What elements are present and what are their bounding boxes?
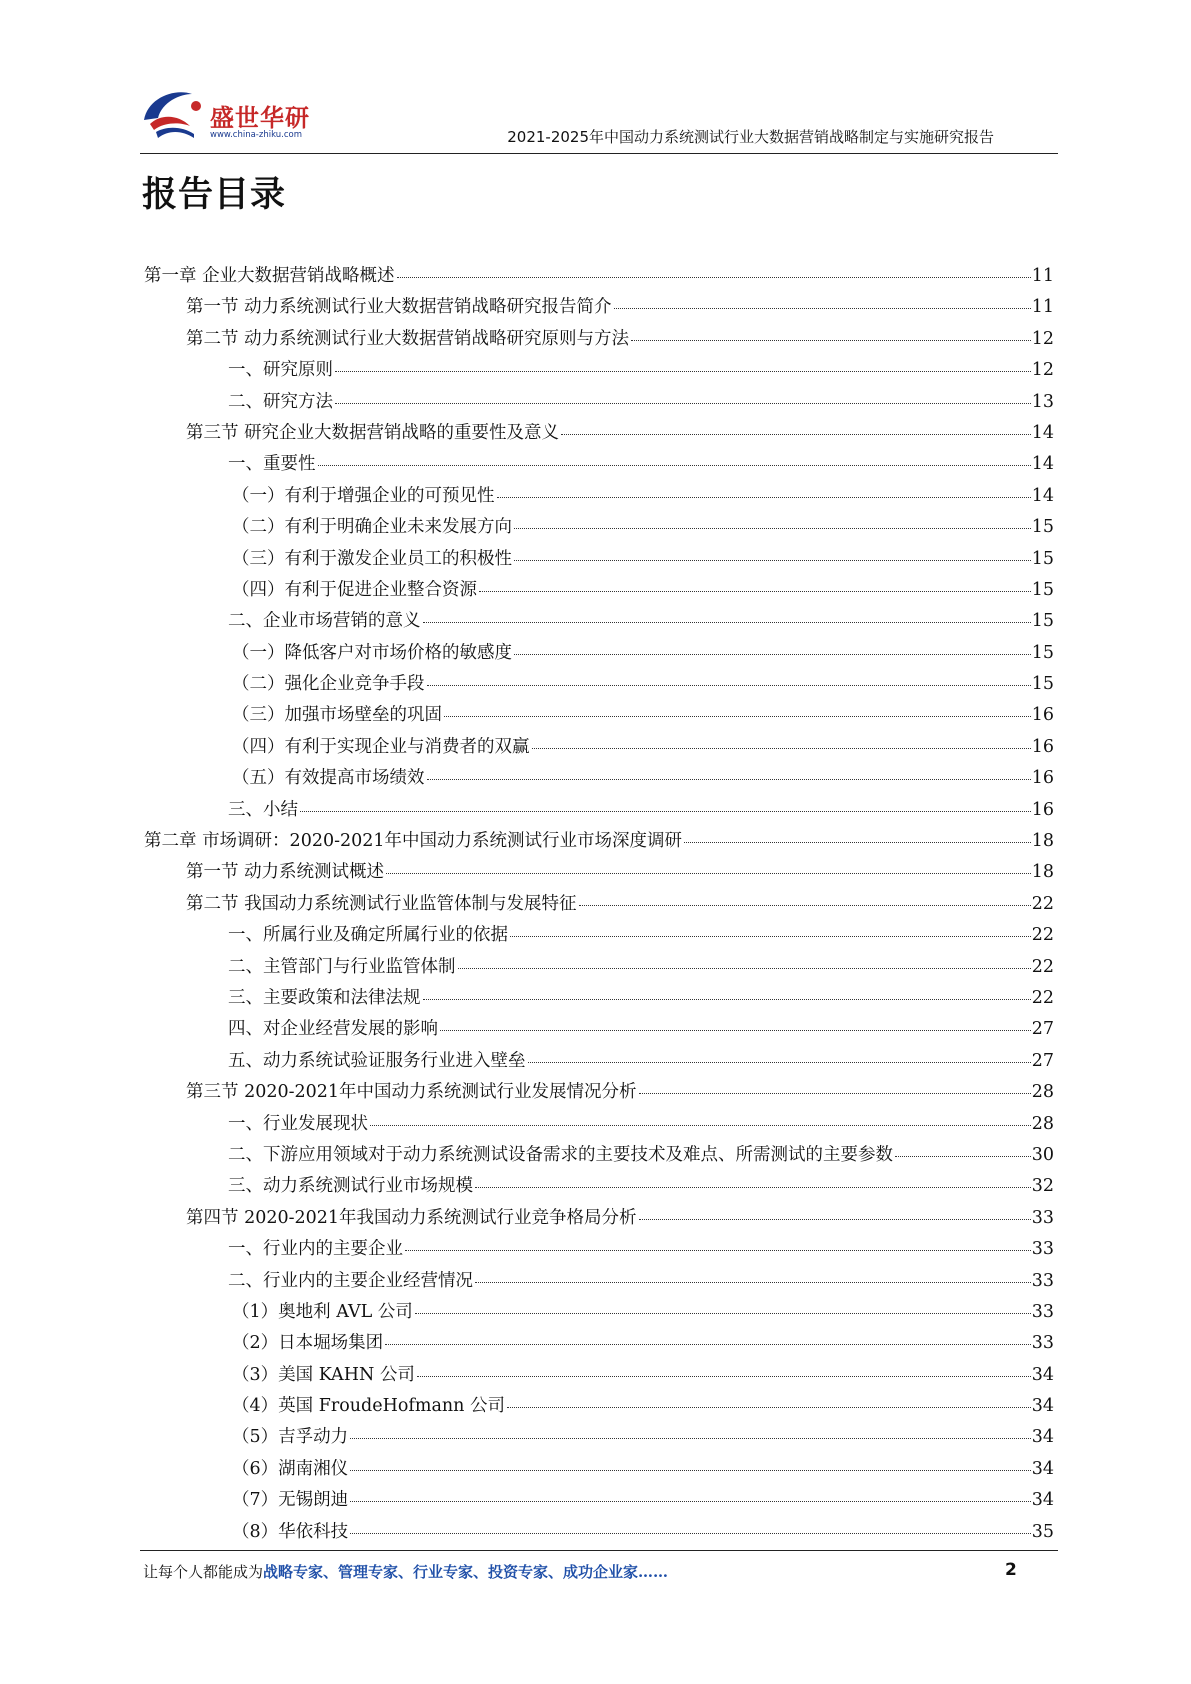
toc-entry-title: 二、主管部门与行业监管体制	[228, 956, 456, 977]
toc-entry[interactable]	[144, 858, 1054, 889]
toc-entry-page: 33	[1031, 1301, 1054, 1322]
toc-leader-dots	[532, 748, 1031, 749]
toc-entry[interactable]	[144, 1078, 1054, 1109]
toc-entry[interactable]	[144, 921, 1054, 952]
footer-slogan-highlight: 战略专家、管理专家、行业专家、投资专家、成功企业家……	[263, 1563, 669, 1581]
toc-entry-title: 一、行业发展现状	[228, 1113, 368, 1134]
toc-entry[interactable]	[144, 1015, 1054, 1046]
toc-entry-page: 16	[1031, 736, 1054, 757]
toc-entry-title: （3）美国 KAHN 公司	[232, 1364, 415, 1385]
toc-entry[interactable]	[144, 984, 1054, 1015]
toc-entry-title: （二）有利于明确企业未来发展方向	[232, 517, 512, 538]
toc-entry-title: （三）有利于激发企业员工的积极性	[232, 548, 512, 569]
logo-url: www.china-zhiku.com	[210, 130, 302, 140]
toc-leader-dots	[444, 716, 1031, 717]
toc-entry[interactable]	[144, 356, 1054, 387]
toc-leader-dots	[350, 1501, 1031, 1502]
toc-entry-page: 27	[1031, 1050, 1054, 1071]
toc-leader-dots	[475, 1282, 1031, 1283]
toc-leader-dots	[507, 1407, 1031, 1408]
toc-entry[interactable]	[144, 670, 1054, 701]
toc-entry[interactable]	[144, 1329, 1054, 1360]
toc-entry[interactable]	[144, 576, 1054, 607]
toc-entry-page: 22	[1031, 925, 1054, 946]
toc-entry-page: 33	[1031, 1333, 1054, 1354]
toc-leader-dots	[427, 779, 1031, 780]
toc-entry-page: 34	[1031, 1458, 1054, 1479]
toc-entry-title: 第一节 动力系统测试概述	[186, 862, 385, 883]
toc-entry-page: 18	[1031, 862, 1054, 883]
toc-leader-dots	[631, 340, 1031, 341]
toc-entry-page: 18	[1031, 831, 1054, 852]
toc-leader-dots	[350, 1438, 1031, 1439]
toc-entry[interactable]	[144, 953, 1054, 984]
toc-entry[interactable]	[144, 827, 1054, 858]
toc-leader-dots	[639, 1093, 1031, 1094]
toc-entry-page: 14	[1031, 422, 1054, 443]
toc-entry-title: （五）有效提高市场绩效	[232, 768, 425, 789]
toc-entry[interactable]	[144, 293, 1054, 324]
toc-entry-page: 15	[1031, 642, 1054, 663]
toc-entry[interactable]	[144, 701, 1054, 732]
toc-entry-title: 第三节 研究企业大数据营销战略的重要性及意义	[186, 422, 560, 443]
toc-entry-title: 一、重要性	[228, 454, 316, 475]
toc-entry[interactable]	[144, 733, 1054, 764]
toc-entry-title: 第二节 动力系统测试行业大数据营销战略研究原则与方法	[186, 328, 630, 349]
toc-entry-title: 第三节 2020-2021年中国动力系统测试行业发展情况分析	[186, 1082, 637, 1103]
toc-entry-page: 16	[1031, 799, 1054, 820]
toc-entry[interactable]	[144, 419, 1054, 450]
toc-entry[interactable]	[144, 890, 1054, 921]
toc-leader-dots	[497, 497, 1031, 498]
toc-entry-page: 32	[1031, 1176, 1054, 1197]
toc-entry-title: 一、行业内的主要企业	[228, 1239, 403, 1260]
toc-leader-dots	[514, 560, 1031, 561]
toc-entry-title: 第一节 动力系统测试行业大数据营销战略研究报告简介	[186, 297, 612, 318]
toc-leader-dots	[427, 685, 1031, 686]
toc-entry-title: （二）强化企业竞争手段	[232, 674, 425, 695]
toc-entry[interactable]	[144, 1455, 1054, 1486]
toc-entry[interactable]	[144, 450, 1054, 481]
toc-entry[interactable]	[144, 764, 1054, 795]
toc-entry-page: 15	[1031, 674, 1054, 695]
toc-leader-dots	[510, 936, 1031, 937]
toc-leader-dots	[405, 1250, 1031, 1251]
toc-entry-title: 三、小结	[228, 799, 298, 820]
toc-leader-dots	[350, 1470, 1031, 1471]
toc-entry-page: 22	[1031, 987, 1054, 1008]
toc-entry-page: 12	[1031, 360, 1054, 381]
toc-entry-title: 一、研究原则	[228, 360, 333, 381]
toc-leader-dots	[335, 403, 1031, 404]
toc-entry-title: （5）吉孚动力	[232, 1427, 349, 1448]
toc-entry[interactable]	[144, 545, 1054, 576]
toc-leader-dots	[385, 1344, 1031, 1345]
toc-entry-title: 第一章 企业大数据营销战略概述	[144, 266, 395, 286]
toc-entry-page: 12	[1031, 328, 1054, 349]
header-divider	[140, 153, 1058, 154]
toc-entry[interactable]	[144, 513, 1054, 544]
toc-entry-title: 第二章 市场调研：2020-2021年中国动力系统测试行业市场深度调研	[144, 831, 683, 852]
toc-entry[interactable]	[144, 796, 1054, 827]
toc-entry-page: 35	[1031, 1521, 1054, 1542]
toc-entry-page: 16	[1031, 705, 1054, 726]
toc-leader-dots	[300, 811, 1031, 812]
toc-entry-title: 二、下游应用领域对于动力系统测试设备需求的主要技术及难点、所需测试的主要参数	[228, 1144, 893, 1165]
toc-leader-dots	[514, 654, 1031, 655]
footer-slogan-lead: 让每个人都能成为	[143, 1563, 264, 1581]
toc-entry-page: 15	[1031, 548, 1054, 569]
toc-leader-dots	[458, 968, 1031, 969]
toc-entry-title: （一）降低客户对市场价格的敏感度	[232, 642, 512, 663]
toc-entry-page: 13	[1031, 391, 1054, 412]
toc-leader-dots	[528, 1062, 1031, 1063]
toc-leader-dots	[561, 434, 1031, 435]
toc-leader-dots	[335, 371, 1031, 372]
footer-slogan	[143, 1561, 668, 1582]
toc-entry-page: 11	[1031, 297, 1054, 318]
toc-entry[interactable]	[144, 482, 1054, 513]
toc-entry-page: 27	[1031, 1019, 1054, 1040]
toc-entry[interactable]	[144, 1141, 1054, 1172]
page-title: 报告目录	[142, 175, 287, 215]
toc-entry-page: 28	[1031, 1113, 1054, 1134]
toc-entry-title: 第四节 2020-2021年我国动力系统测试行业竞争格局分析	[186, 1207, 637, 1228]
toc-entry[interactable]	[144, 1110, 1054, 1141]
toc-entry-title: 三、动力系统测试行业市场规模	[228, 1176, 473, 1197]
toc-entry-title: 二、研究方法	[228, 391, 333, 412]
toc-leader-dots	[423, 622, 1031, 623]
toc-entry-title: 一、所属行业及确定所属行业的依据	[228, 925, 508, 946]
toc-entry-title: 二、行业内的主要企业经营情况	[228, 1270, 473, 1291]
toc-leader-dots	[370, 1125, 1031, 1126]
toc-entry-title: （7）无锡朗迪	[232, 1490, 349, 1511]
toc-entry-page: 33	[1031, 1239, 1054, 1260]
toc-leader-dots	[475, 1187, 1031, 1188]
toc-leader-dots	[440, 1030, 1031, 1031]
toc-entry-page: 33	[1031, 1207, 1054, 1228]
toc-leader-dots	[639, 1219, 1031, 1220]
toc-leader-dots	[684, 842, 1031, 843]
toc-entry[interactable]	[144, 607, 1054, 638]
toc-leader-dots	[318, 465, 1031, 466]
toc-entry[interactable]	[144, 1518, 1054, 1549]
logo-name: 盛世华研	[210, 104, 310, 132]
toc-leader-dots	[895, 1156, 1031, 1157]
toc-leader-dots	[415, 1313, 1031, 1314]
toc-entry-page: 15	[1031, 579, 1054, 600]
toc-entry-page: 14	[1031, 485, 1054, 506]
toc-leader-dots	[423, 999, 1031, 1000]
page-number: 2	[1005, 1560, 1017, 1580]
table-of-contents	[144, 262, 1054, 1549]
toc-leader-dots	[479, 591, 1031, 592]
toc-entry-title: （6）湖南湘仪	[232, 1458, 349, 1479]
toc-entry[interactable]	[144, 262, 1054, 293]
toc-entry[interactable]	[144, 1361, 1054, 1392]
toc-entry[interactable]	[144, 1235, 1054, 1266]
toc-entry-title: 五、动力系统试验证服务行业进入壁垒	[228, 1050, 526, 1071]
toc-leader-dots	[386, 873, 1031, 874]
toc-entry[interactable]	[144, 1298, 1054, 1329]
toc-entry[interactable]	[144, 1423, 1054, 1454]
toc-entry-page: 22	[1031, 956, 1054, 977]
toc-leader-dots	[417, 1376, 1031, 1377]
toc-entry-title: （2）日本堀场集团	[232, 1333, 384, 1354]
toc-entry-page: 34	[1031, 1396, 1054, 1417]
toc-entry-page: 30	[1031, 1144, 1054, 1165]
header-report-title: 2021-2025年中国动力系统测试行业大数据营销战略制定与实施研究报告	[507, 128, 994, 146]
toc-entry-title: （4）英国 FroudeHofmann 公司	[232, 1396, 505, 1417]
toc-entry[interactable]	[144, 1204, 1054, 1235]
toc-entry[interactable]	[144, 1172, 1054, 1203]
toc-entry-title: （四）有利于实现企业与消费者的双赢	[232, 736, 530, 757]
toc-entry-page: 22	[1031, 893, 1054, 914]
toc-entry-title: 三、主要政策和法律法规	[228, 987, 421, 1008]
toc-entry-page: 34	[1031, 1490, 1054, 1511]
toc-leader-dots	[579, 905, 1031, 906]
toc-entry[interactable]	[144, 388, 1054, 419]
toc-entry-page: 16	[1031, 768, 1054, 789]
toc-entry-title: 二、企业市场营销的意义	[228, 611, 421, 632]
toc-entry-title: （1）奥地利 AVL 公司	[232, 1301, 413, 1322]
toc-entry[interactable]	[144, 1392, 1054, 1423]
toc-entry[interactable]	[144, 639, 1054, 670]
toc-entry-page: 33	[1031, 1270, 1054, 1291]
toc-entry-page: 11	[1031, 266, 1054, 286]
toc-entry-page: 15	[1031, 517, 1054, 538]
footer-divider	[140, 1550, 1058, 1551]
toc-entry-title: （一）有利于增强企业的可预见性	[232, 485, 495, 506]
toc-entry-page: 15	[1031, 611, 1054, 632]
toc-entry-page: 14	[1031, 454, 1054, 475]
toc-entry-page: 34	[1031, 1364, 1054, 1385]
toc-entry[interactable]	[144, 1486, 1054, 1517]
toc-leader-dots	[397, 277, 1031, 278]
toc-entry[interactable]	[144, 325, 1054, 356]
toc-leader-dots	[514, 528, 1031, 529]
toc-entry-title: （8）华依科技	[232, 1521, 349, 1542]
toc-entry-title: 第二节 我国动力系统测试行业监管体制与发展特征	[186, 893, 577, 914]
toc-leader-dots	[614, 308, 1031, 309]
toc-entry-page: 28	[1031, 1082, 1054, 1103]
toc-entry[interactable]	[144, 1047, 1054, 1078]
toc-entry-title: （四）有利于促进企业整合资源	[232, 579, 477, 600]
toc-entry-title: （三）加强市场壁垒的巩固	[232, 705, 442, 726]
toc-entry-title: 四、对企业经营发展的影响	[228, 1019, 438, 1040]
toc-leader-dots	[350, 1533, 1031, 1534]
toc-entry[interactable]	[144, 1267, 1054, 1298]
toc-entry-page: 34	[1031, 1427, 1054, 1448]
